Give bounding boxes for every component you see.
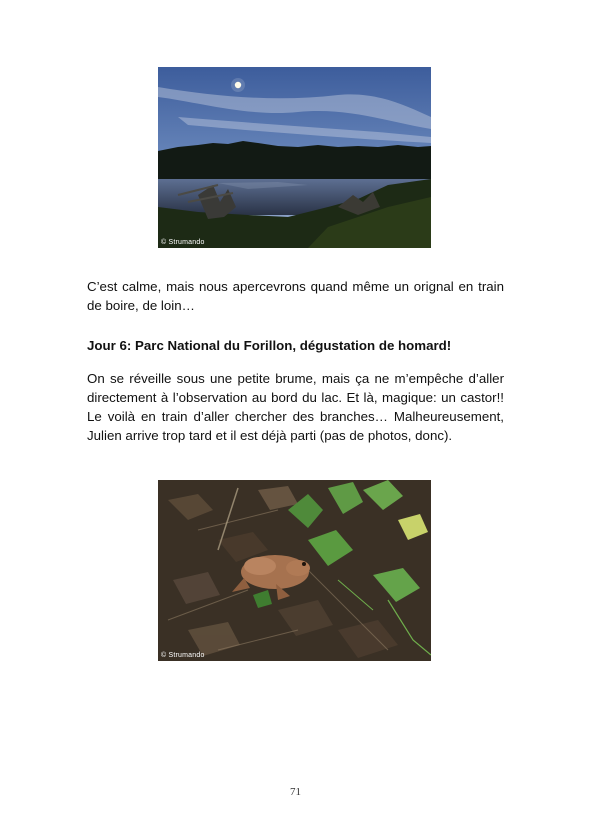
- day-heading: Jour 6: Parc National du Forillon, dégustation de homard!: [87, 338, 452, 353]
- paragraph-2: On se réveille sous une petite brume, mais ça ne m’empêche d’aller directement à l’observation au bord du lac. Et là, magique: un castor!! Le voilà en train d’aller chercher des branches… Malheureusement, Julien arrive trop tard et il est déjà parti (pas de photos, donc).: [87, 371, 504, 443]
- page-number: 71: [290, 786, 301, 798]
- frog-photo-image: [158, 480, 431, 661]
- lake-photo: [158, 67, 431, 248]
- lake-photo-image: [158, 67, 431, 248]
- photo-credit: © Strumando: [161, 652, 205, 659]
- photo-credit: © Strumando: [161, 239, 205, 246]
- paragraph-1: C’est calme, mais nous apercevrons quand même un orignal en train de boire, de loin…: [87, 279, 504, 313]
- frog-photo: [158, 480, 431, 661]
